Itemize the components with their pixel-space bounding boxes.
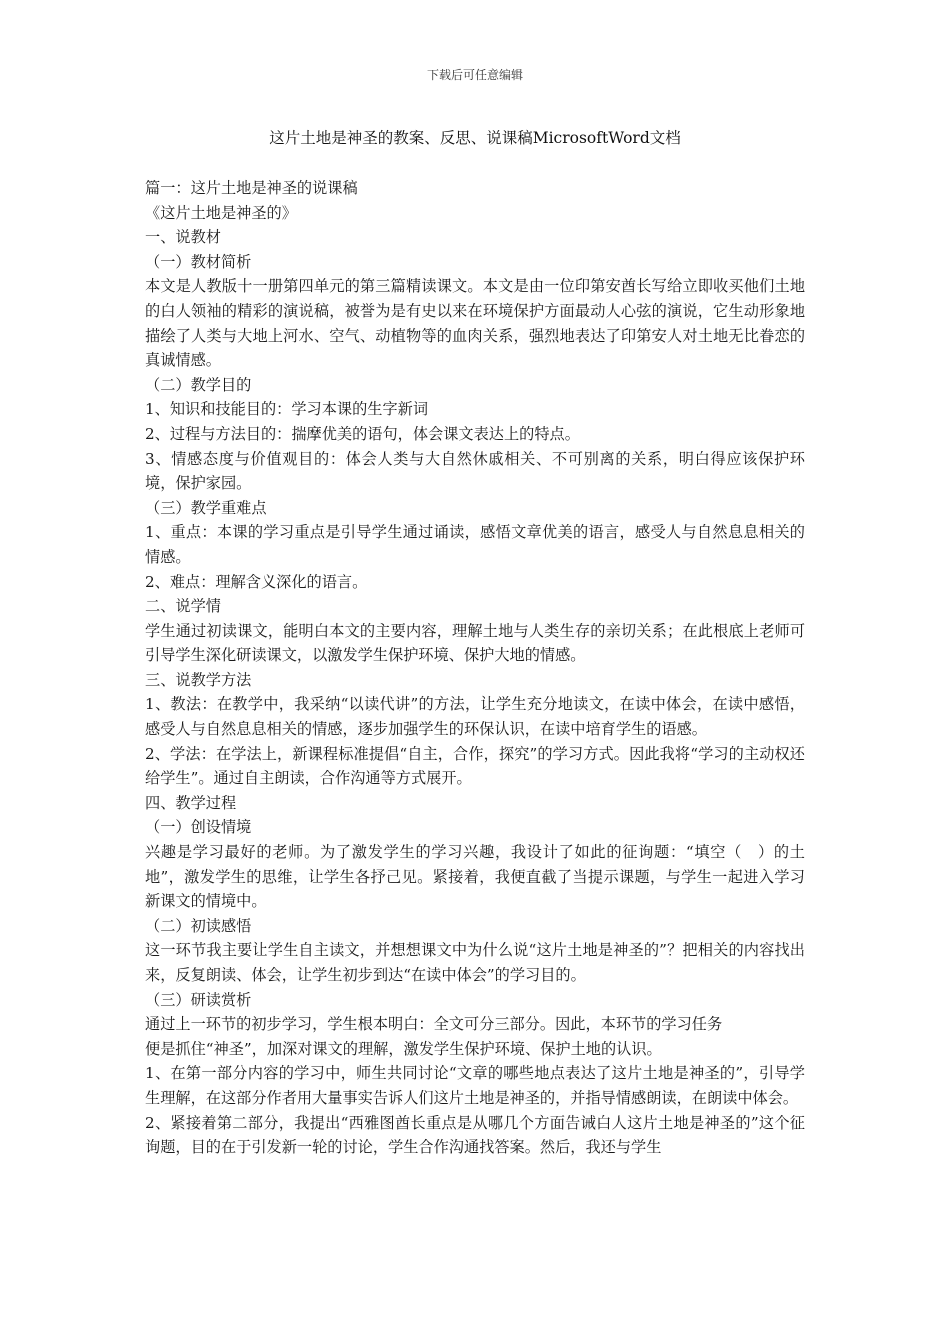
body-line: 二、说学情 [145, 597, 221, 616]
body-line: 一、说教材 [145, 228, 221, 247]
body-line: 通过上一环节的初步学习，学生根本明白：全文可分三部分。因此，本环节的学习任务 [145, 1015, 723, 1034]
body-line: 1、知识和技能目的：学习本课的生字新词 [145, 400, 429, 419]
body-line: （二）初读感悟 [145, 916, 252, 935]
body-line: 2、过程与方法目的：揣摩优美的语句，体会课文表达上的特点。 [145, 424, 580, 443]
body-line: 三、说教学方法 [145, 670, 252, 689]
body-line: 四、教学过程 [145, 793, 237, 812]
header-note: 下载后可任意编辑 [426, 68, 523, 82]
document-body [145, 176, 805, 1160]
body-paragraph: 2、学法：在学法上，新课程标准提倡“自主，合作，探究”的学习方式。因此我将“学习的主动权还给学生”。通过自主朗读，合作沟通等方式展开。 [145, 744, 805, 788]
body-line: （三）研读赏析 [145, 990, 252, 1009]
body-paragraph: 1、在第一部分内容的学习中，师生共同讨论“文章的哪些地点表达了这片土地是神圣的”，引导学生理解，在这部分作者用大量事实告诉人们这片土地是神圣的，并指导情感朗读，在朗读中体会。 [145, 1064, 805, 1107]
body-line: （一）创设情境 [145, 818, 252, 837]
body-line: 便是抓住“神圣”，加深对课文的理解，激发学生保护环境、保护土地的认识。 [145, 1039, 662, 1058]
body-paragraph: 这一环节我主要让学生自主读文，并想想课文中为什么说“这片土地是神圣的”？把相关的内容找出来，反复朗读、体会，让学生初步到达“在读中体会”的学习目的。 [145, 941, 805, 984]
body-paragraph: 2、紧接着第二部分，我提出“西雅图酋长重点是从哪几个方面告诫白人这片土地是神圣的”这个征询题，目的在于引发新一轮的讨论，学生合作沟通找答案。然后，我还与学生 [145, 1113, 805, 1157]
body-paragraph: 兴趣是学习最好的老师。为了激发学生的学习兴趣，我设计了如此的征询题：“填空（ ）的土地”，激发学生的思维，让学生各抒己见。紧接着，我便直截了当提示课题，与学生一起进入学习新课文的情境中。 [145, 843, 805, 911]
body-line: 《这片土地是神圣的》 [145, 203, 297, 222]
body-paragraph: 1、重点：本课的学习重点是引导学生通过诵读，感悟文章优美的语言，感受人与自然息息相关的情感。 [145, 523, 805, 566]
body-line: （三）教学重难点 [145, 498, 267, 517]
body-paragraph: 3、情感态度与价值观目的：体会人类与大自然休戚相关、不可别离的关系，明白得应该保护环境，保护家园。 [145, 449, 805, 493]
document-title: 这片土地是神圣的教案、反思、说课稿MicrosoftWord文档 [269, 129, 681, 147]
body-paragraph: 本文是人教版十一册第四单元的第三篇精读课文。本文是由一位印第安酋长写给立即收买他们土地的白人领袖的精彩的演说稿，被誉为是有史以来在环境保护方面最动人心弦的演说，它生动形象地描绘了人类与大地上河水、空气、动植物等的血肉关系，强烈地表达了印第安人对土地无比眷恋的真诚情感。 [145, 277, 805, 370]
body-line: （一）教材简析 [145, 252, 252, 271]
body-paragraph: 1、教法：在教学中，我采纳“以读代讲”的方法，让学生充分地读文，在读中体会，在读中感悟，感受人与自然息息相关的情感，逐步加强学生的环保认识，在读中培育学生的语感。 [145, 695, 805, 739]
body-paragraph: 学生通过初读课文，能明白本文的主要内容，理解土地与人类生存的亲切关系；在此根底上老师可引导学生深化研读课文，以激发学生保护环境、保护大地的情感。 [145, 621, 805, 665]
body-line: （二）教学目的 [145, 375, 252, 394]
body-line: 2、难点：理解含义深化的语言。 [145, 572, 368, 591]
body-line: 篇一：这片土地是神圣的说课稿 [145, 179, 358, 197]
